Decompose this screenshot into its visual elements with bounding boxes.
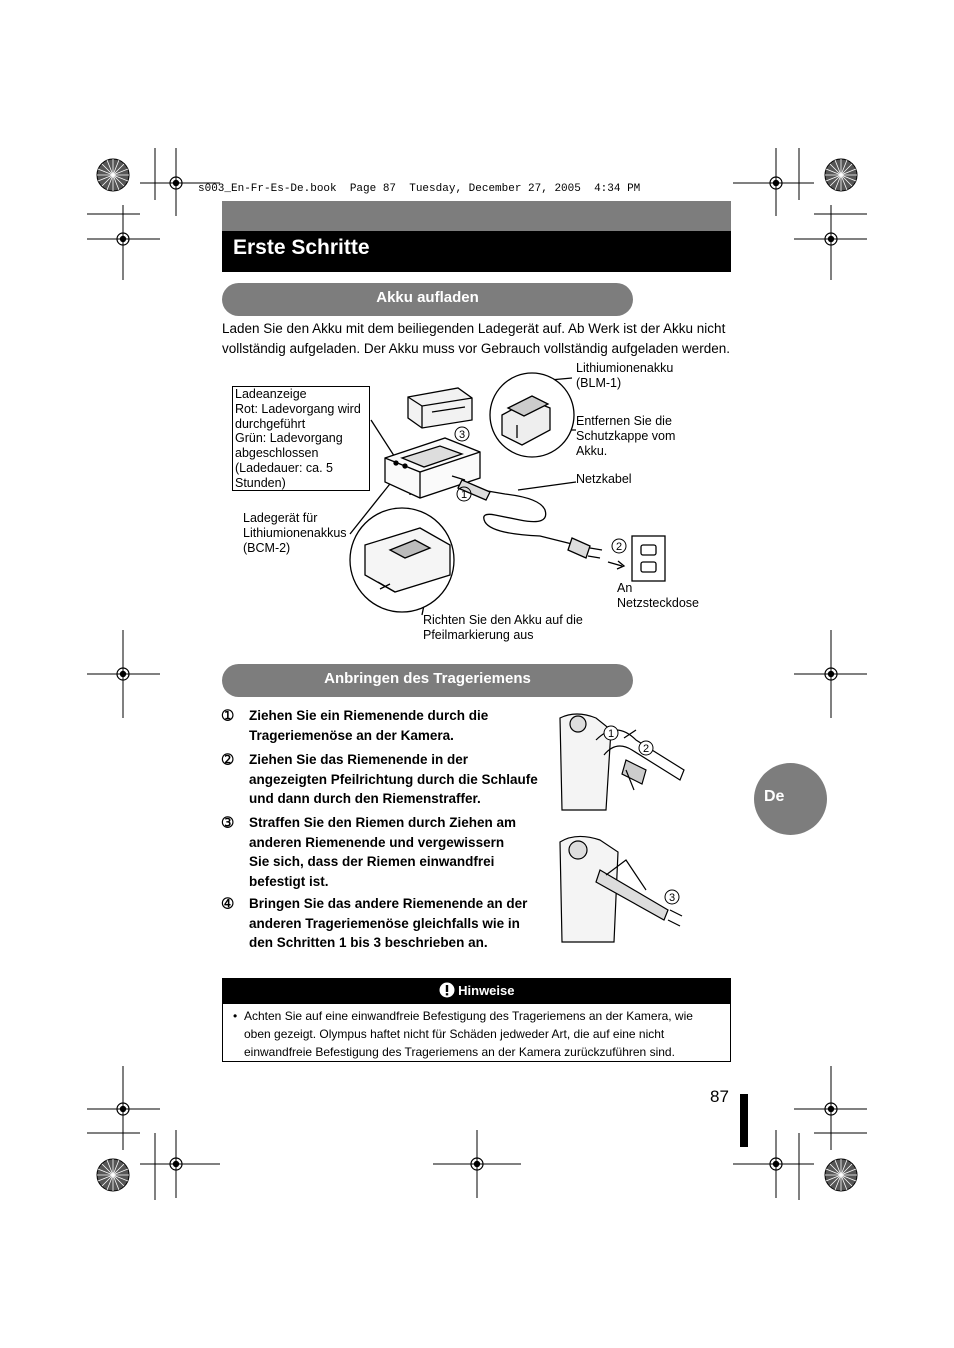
step-line: Sie sich, dass der Riemen einwandfrei <box>249 854 495 869</box>
strap-marker-three: 3 <box>668 892 676 904</box>
intro-line: vollständig aufgeladen. Der Akku muss vor Gebrauch vollständig aufgeladen werden. <box>222 341 731 356</box>
arrow-alignment-label <box>423 613 583 643</box>
step-number: ➀ <box>222 708 234 723</box>
notes-body <box>222 1004 731 1062</box>
label-line: Akku. <box>576 444 608 458</box>
label-line: (BCM-2) <box>243 541 291 555</box>
exclamation-icon <box>439 982 455 998</box>
marker-three: 3 <box>458 429 466 441</box>
label-line: An <box>617 581 633 595</box>
step-line: anderen Trageriemenöse gleichfalls wie in <box>249 915 520 931</box>
notes-heading: Hinweise <box>458 983 515 998</box>
box-line: abgeschlossen <box>235 446 319 461</box>
step-line: den Schritten 1 bis 3 beschrieben an. <box>249 935 488 950</box>
label-line: Lithiumionenakkus <box>243 526 347 540</box>
label-line: Entfernen Sie die <box>576 414 672 428</box>
step-line: anderen Riemenende und vergewissern <box>249 834 505 850</box>
note-line: oben gezeigt. Olympus haftet nicht für Schäden jedweder Art, die auf eine nicht <box>244 1027 665 1041</box>
page-edge-bar <box>740 1094 748 1147</box>
battery-label <box>576 361 673 391</box>
title-band-top <box>222 201 731 231</box>
section-heading-akku: Akku aufladen <box>222 283 633 316</box>
outlet-label <box>617 581 699 611</box>
box-line: Grün: Ladevorgang <box>235 431 343 446</box>
marker-two: 2 <box>615 541 623 553</box>
language-tab <box>754 763 827 835</box>
label-line: (BLM-1) <box>576 376 622 390</box>
title-bar <box>222 231 731 272</box>
box-line: Ladeanzeige <box>235 387 307 401</box>
step-line: Straffen Sie den Riemen durch Ziehen am <box>249 815 517 830</box>
page-number: 87 <box>710 1087 729 1106</box>
step-line: angezeigten Pfeilrichtung durch die Schlaufe <box>249 771 538 787</box>
intro-paragraph <box>222 319 742 359</box>
language-tab-label: De <box>764 788 785 805</box>
marker-one: 1 <box>460 489 468 501</box>
intro-line: Laden Sie den Akku mit dem beiliegenden Ladegerät auf. Ab Werk ist der Akku nicht <box>222 321 726 336</box>
step-line: Bringen Sie das andere Riemenende an der <box>249 896 528 911</box>
label-line: Lithiumionenakku <box>576 361 674 375</box>
label-line: Netzsteckdose <box>617 596 699 610</box>
section-heading-strap: Anbringen des Trageriemens <box>222 664 633 697</box>
strap-marker-two: 2 <box>642 743 650 755</box>
label-line: Ladegerät für <box>243 511 318 525</box>
step-number: ➁ <box>222 752 234 767</box>
strap-marker-one: 1 <box>607 728 615 740</box>
step-line: und dann durch den Riemenstraffer. <box>249 791 481 806</box>
label-line: Richten Sie den Akku auf die <box>423 613 583 627</box>
cable-label: Netzkabel <box>576 472 632 486</box>
step-line: Ziehen Sie ein Riemenende durch die <box>249 708 489 723</box>
box-line: durchgeführt <box>235 416 306 431</box>
box-line: Rot: Ladevorgang wird <box>235 401 361 416</box>
step-line: befestigt ist. <box>249 873 329 889</box>
label-line: Pfeilmarkierung aus <box>423 628 534 642</box>
step-number: ➃ <box>222 896 234 911</box>
print-slug: s003_En-Fr-Es-De.book Page 87 Tuesday, December 27, 2005 4:34 PM <box>198 183 641 195</box>
page-title: Erste Schritte <box>233 236 370 259</box>
charger-label <box>243 511 347 556</box>
box-line: (Ladedauer: ca. 5 <box>235 460 333 475</box>
note-line: Achten Sie auf eine einwandfreie Befestigung des Trageriemens an der Kamera, wie <box>244 1009 693 1023</box>
bullet: • <box>233 1009 238 1023</box>
notes-header <box>222 978 731 1004</box>
box-line: Stunden) <box>235 475 286 490</box>
step-line: Ziehen Sie das Riemenende in der <box>249 752 469 767</box>
note-line: einwandfreie Befestigung des Trageriemens an der Kamera zurückzuführen sind. <box>244 1045 675 1059</box>
step-number: ➂ <box>222 815 234 830</box>
cap-label <box>576 414 675 459</box>
label-line: Schutzkappe vom <box>576 429 676 443</box>
step-line: Trageriemenöse an der Kamera. <box>249 727 454 743</box>
strap-illustration <box>556 710 691 950</box>
